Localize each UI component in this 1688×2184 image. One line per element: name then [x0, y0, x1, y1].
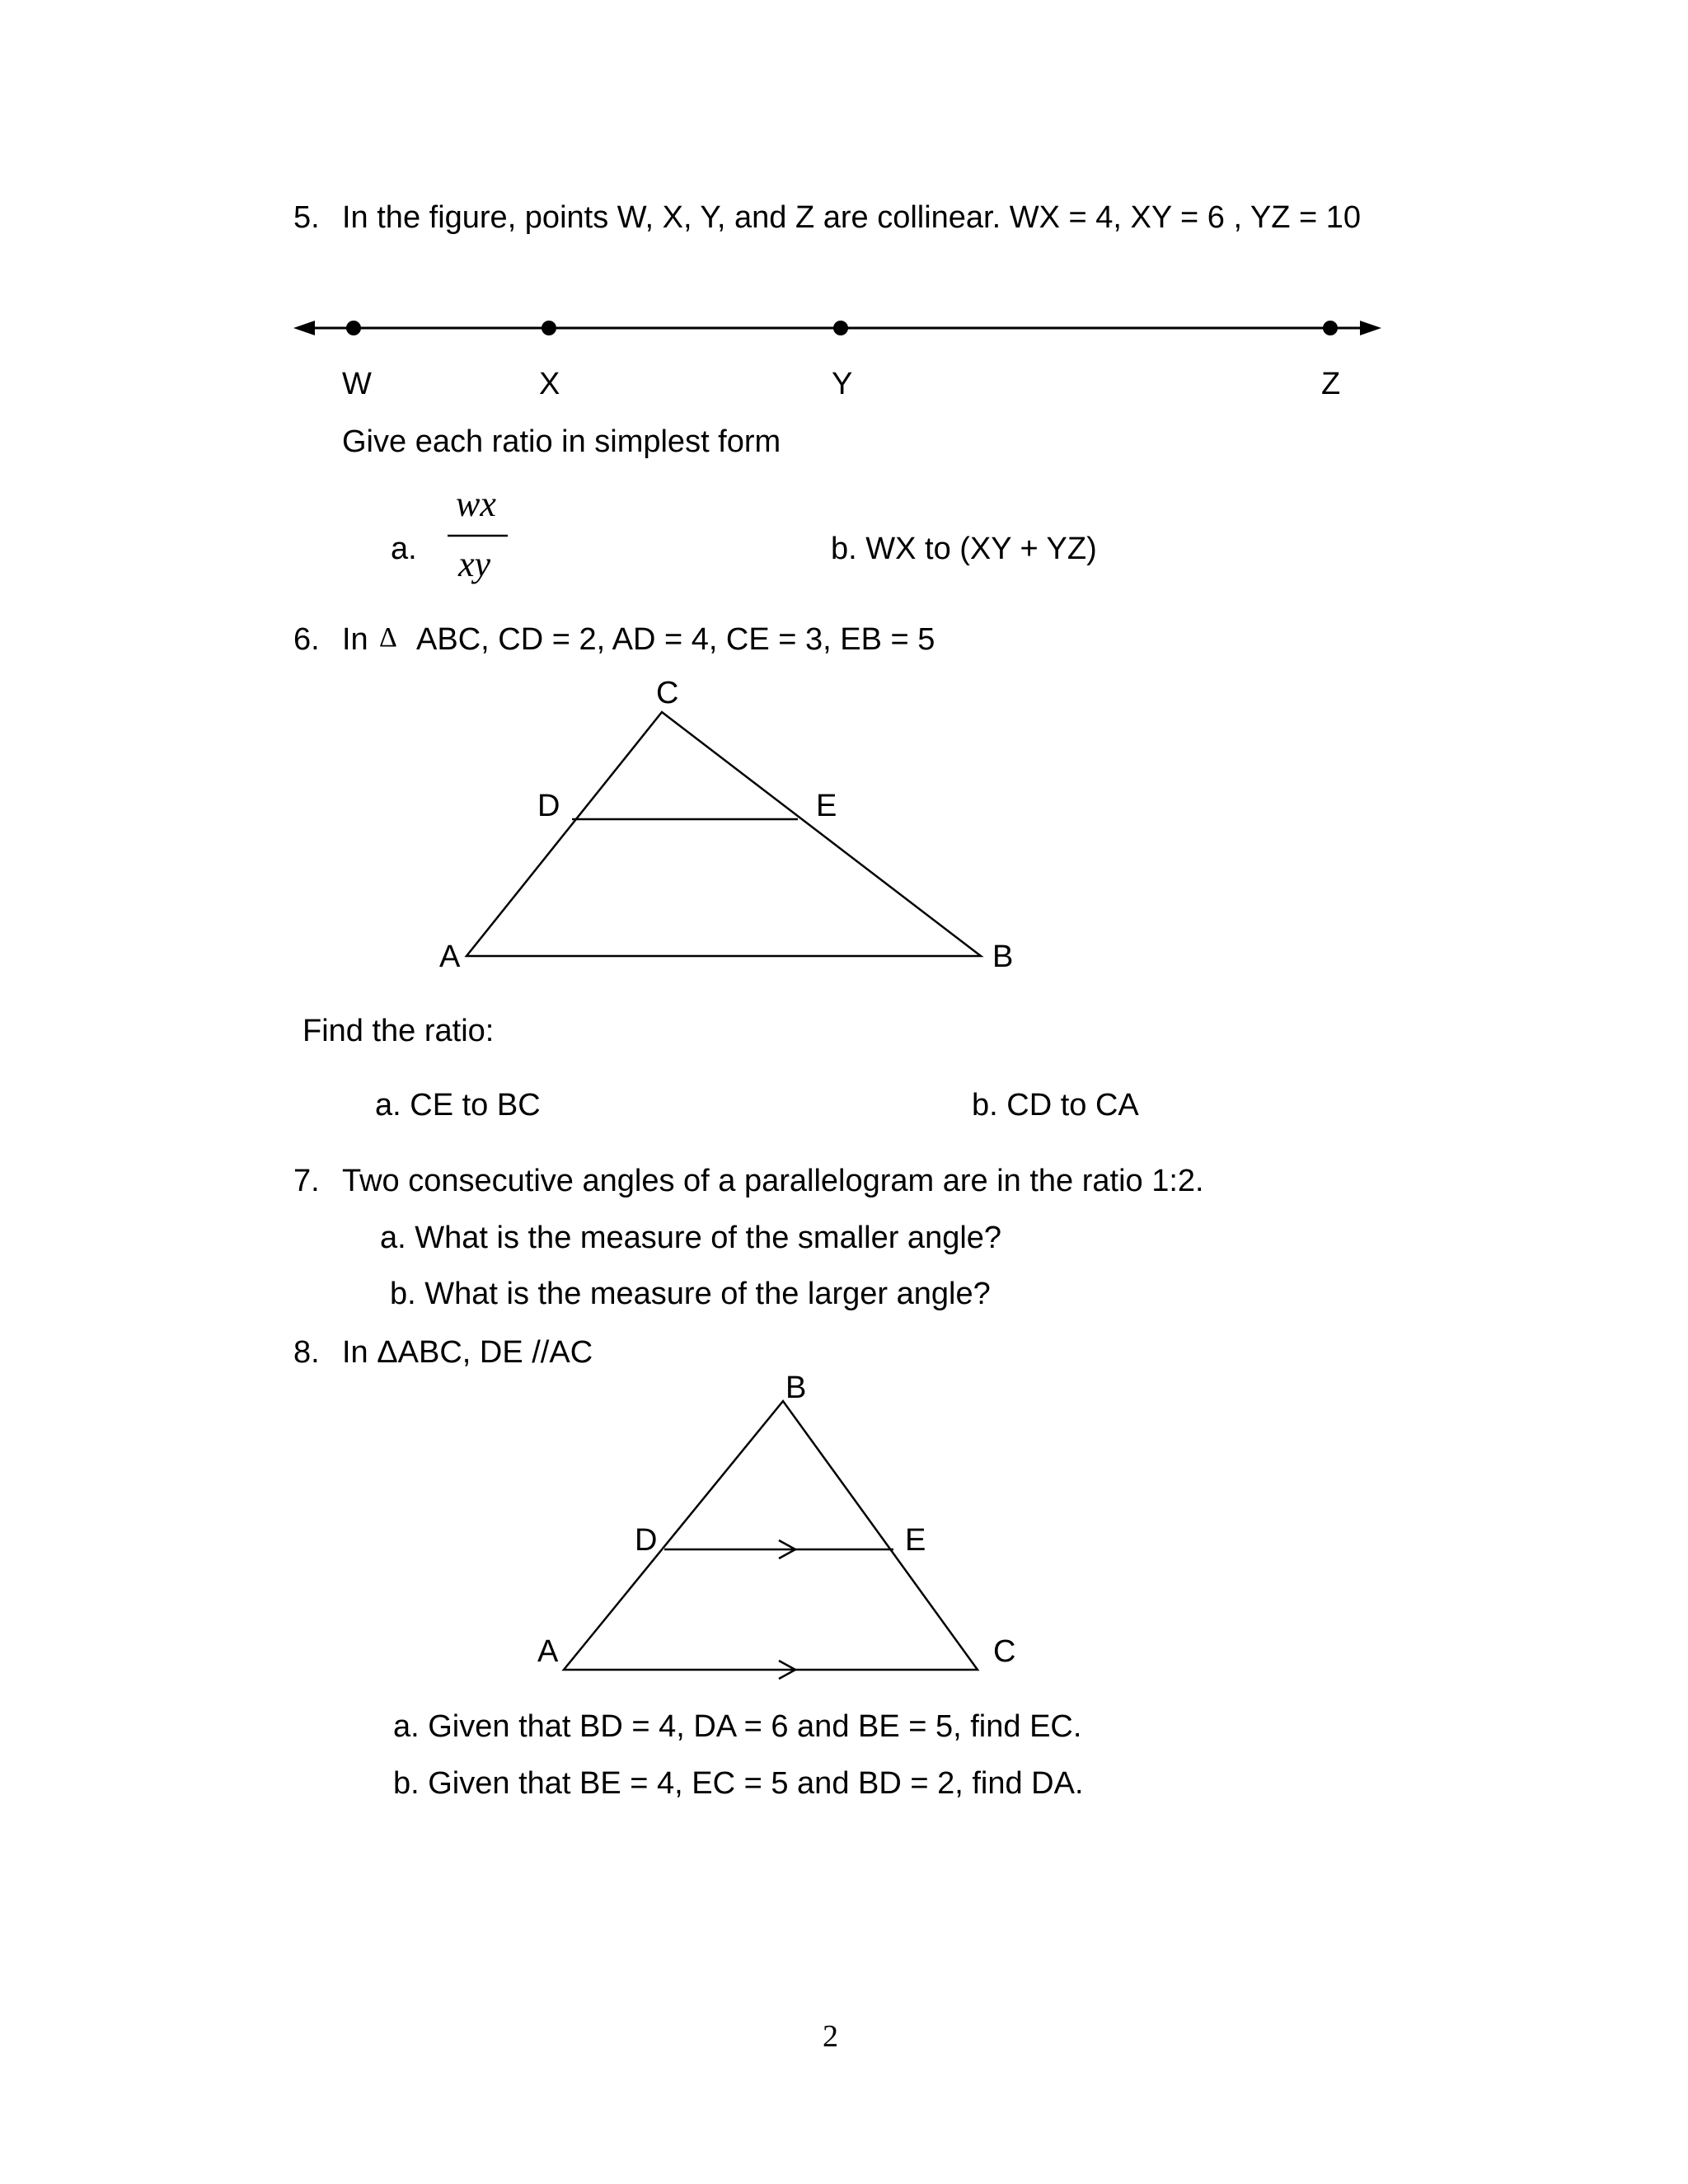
label-w: W	[342, 367, 372, 401]
q6-part-b: b. CD to CA	[972, 1088, 1139, 1122]
q7-part-a: a. What is the measure of the smaller angle?	[380, 1221, 1002, 1255]
vertex-a-label: A	[537, 1634, 559, 1669]
label-y: Y	[832, 367, 853, 401]
vertex-d-label: D	[635, 1523, 658, 1558]
q5-part-a-label: a.	[391, 532, 417, 566]
q5-text: In the figure, points W, X, Y, and Z are collinear. WX = 4, XY = 6 , YZ = 10	[342, 200, 1362, 235]
label-z: Z	[1321, 367, 1341, 401]
q7-number: 7.	[293, 1164, 320, 1198]
q8-text: In ΔABC, DE //AC	[342, 1335, 593, 1370]
page-number: 2	[823, 2019, 838, 2054]
vertex-e-label: E	[905, 1523, 926, 1558]
q6-number: 6.	[293, 622, 320, 657]
q7-part-b: b. What is the measure of the larger angle?	[390, 1277, 991, 1311]
vertex-c-label: C	[993, 1634, 1016, 1669]
q8-number: 8.	[293, 1335, 320, 1370]
q5-number: 5.	[293, 200, 320, 235]
vertex-a-label: A	[439, 940, 461, 974]
q7-text: Two consecutive angles of a parallelogram are in the ratio 1:2.	[342, 1164, 1204, 1198]
q6-text: ABC, CD = 2, AD = 4, CE = 3, EB = 5	[416, 622, 935, 657]
vertex-c-label: C	[656, 676, 679, 710]
q6-instruction: Find the ratio:	[302, 1014, 495, 1048]
vertex-d-label: D	[537, 789, 560, 823]
fraction-numerator: wx	[456, 484, 496, 524]
q5-instruction: Give each ratio in simplest form	[342, 424, 781, 459]
vertex-b-label: B	[785, 1371, 807, 1405]
fraction-denominator: xy	[458, 544, 491, 584]
q8-part-a: a. Given that BD = 4, DA = 6 and BE = 5, find EC.	[393, 1709, 1082, 1744]
triangle-symbol: Δ	[379, 622, 397, 653]
label-x: X	[539, 367, 560, 401]
vertex-e-label: E	[816, 789, 837, 823]
vertex-b-label: B	[992, 940, 1014, 974]
q5-part-b: b. WX to (XY + YZ)	[831, 532, 1097, 566]
q6-part-a: a. CE to BC	[375, 1088, 541, 1122]
q8-part-b: b. Given that BE = 4, EC = 5 and BD = 2, find DA.	[393, 1766, 1084, 1801]
q6-text-prefix: In	[342, 622, 368, 657]
